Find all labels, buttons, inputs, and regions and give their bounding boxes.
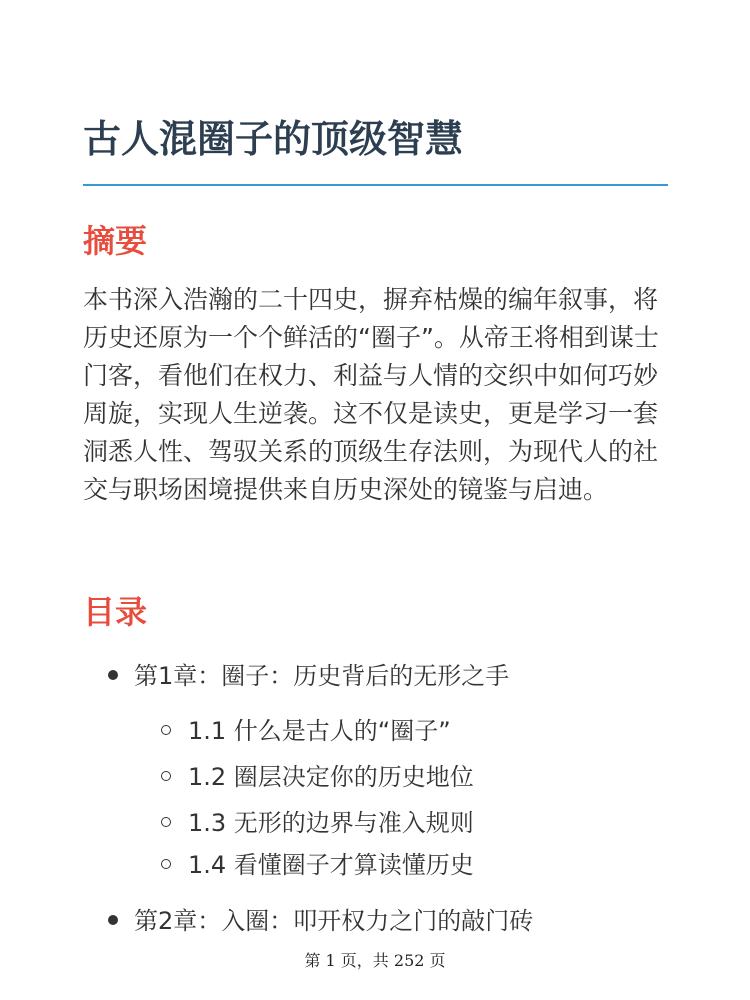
bullet-circle-icon	[161, 771, 171, 781]
toc-chapter-2[interactable]	[108, 904, 533, 938]
section-label: 1.1 什么是古人的“圈子”	[188, 717, 451, 745]
bullet-circle-icon	[161, 859, 171, 869]
bullet-dot-icon	[108, 670, 118, 680]
toc-section-1-2[interactable]	[161, 760, 474, 794]
toc-section-1-3[interactable]	[161, 806, 474, 840]
abstract-heading: 摘要	[83, 222, 148, 260]
bullet-circle-icon	[161, 817, 171, 827]
toc-chapter-1[interactable]	[108, 659, 509, 693]
chapter-label: 第1章：圈子：历史背后的无形之手	[134, 662, 510, 690]
toc-section-1-1[interactable]	[161, 714, 451, 748]
toc-heading: 目录	[83, 593, 148, 631]
bullet-dot-icon	[108, 915, 118, 925]
bullet-circle-icon	[161, 725, 171, 735]
section-label: 1.3 无形的边界与准入规则	[188, 809, 474, 837]
section-label: 1.4 看懂圈子才算读懂历史	[188, 851, 474, 879]
page-title: 古人混圈子的顶级智慧	[83, 117, 464, 161]
toc-section-1-4[interactable]	[161, 848, 474, 882]
page-number: 第 1 页，共 252 页	[304, 951, 446, 970]
abstract-paragraph: 本书深入浩瀚的二十四史，摒弃枯燥的编年叙事，将历史还原为一个个鲜活的“圈子”。从帝王将相到谋士门客，看他们在权力、利益与人情的交织中如何巧妙周旋，实现人生逆袭。这不仅是读史，更是学习一套洞悉人性、驾驭关系的顶级生存法则，为现代人的社交与职场困境提供来自历史深处的镜鉴与启迪。	[83, 285, 659, 504]
chapter-label: 第2章：入圈：叩开权力之门的敲门砖	[134, 907, 534, 935]
section-label: 1.2 圈层决定你的历史地位	[188, 763, 474, 791]
